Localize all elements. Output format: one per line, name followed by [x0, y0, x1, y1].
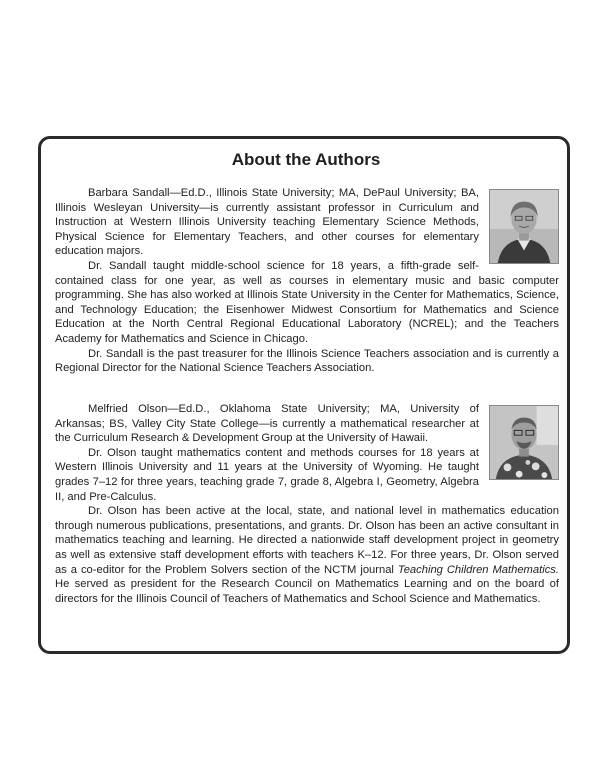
bio-paragraph-text: Dr. Olson has been active at the local, state, and national level in mathematics education through numerous publications, presentations, and grants. Dr. Olson has been an active consultant in mathematics teaching and learning. He directed a nationwide staff development project in geometry as well as extensive staff development efforts with teachers K–12. For three years, Dr. Olson served as a co-editor for the Problem Solvers section of the NCTM journal	[55, 505, 559, 576]
bio-paragraph: Dr. Sandall taught middle-school science for 18 years, a fifth-grade self-contained class for one year, as well as courses in elementary music and basic computer programming. She has also worked at Illinois State University in the Center for Mathematics, Science, and Technology Education; the Eisenhower Midwest Consortium for Mathematics and Science Education at the North Central Regional Educational Laboratory (NCREL); and the Teachers Academy for Mathematics and Science in Chicago.	[55, 259, 559, 345]
author-photo-sandall	[489, 189, 559, 264]
bio-paragraph	[55, 504, 559, 606]
journal-title: Teaching Children Mathematics.	[397, 563, 559, 576]
author-photo-olson	[489, 405, 559, 480]
bio-paragraph: Barbara Sandall—Ed.D., Illinois State University; MA, DePaul University; BA, Illinois Wesleyan University—is currently assistant professor in Curriculum and Instruction at Western Illinois University teaching Elementary Science Methods, Physical Science for Elementary Teachers, and other courses for elementary education majors.	[55, 187, 479, 258]
bio-paragraph: Dr. Sandall is the past treasurer for the Illinois Science Teachers association and is currently a Regional Director for the National Science Teachers Association.	[55, 347, 559, 375]
bio-paragraph: Dr. Olson taught mathematics content and methods courses for 18 years at Western Illinois University and 11 years at the University of Wyoming. He taught grades 7–12 for three years, teaching grade 7, grade 8, Algebra I, Geometry, Algebra II, and Pre-Calculus.	[55, 446, 479, 503]
bio-paragraph: Melfried Olson—Ed.D., Oklahoma State University; MA, University of Arkansas; BS, Valley City State College—is currently a mathematical researcher at the Curriculum Research & Development Group at the University of Hawaii.	[55, 403, 479, 445]
bio-paragraph-tail: He served as president for the Research Council on Mathematics Learning and on the board of directors for the Illinois Council of Teachers of Mathematics and School Science and Mathematics.	[55, 578, 559, 605]
author-bio-olson	[55, 402, 559, 606]
page-title: About the Authors	[231, 150, 381, 169]
author-bio-sandall	[55, 186, 559, 376]
